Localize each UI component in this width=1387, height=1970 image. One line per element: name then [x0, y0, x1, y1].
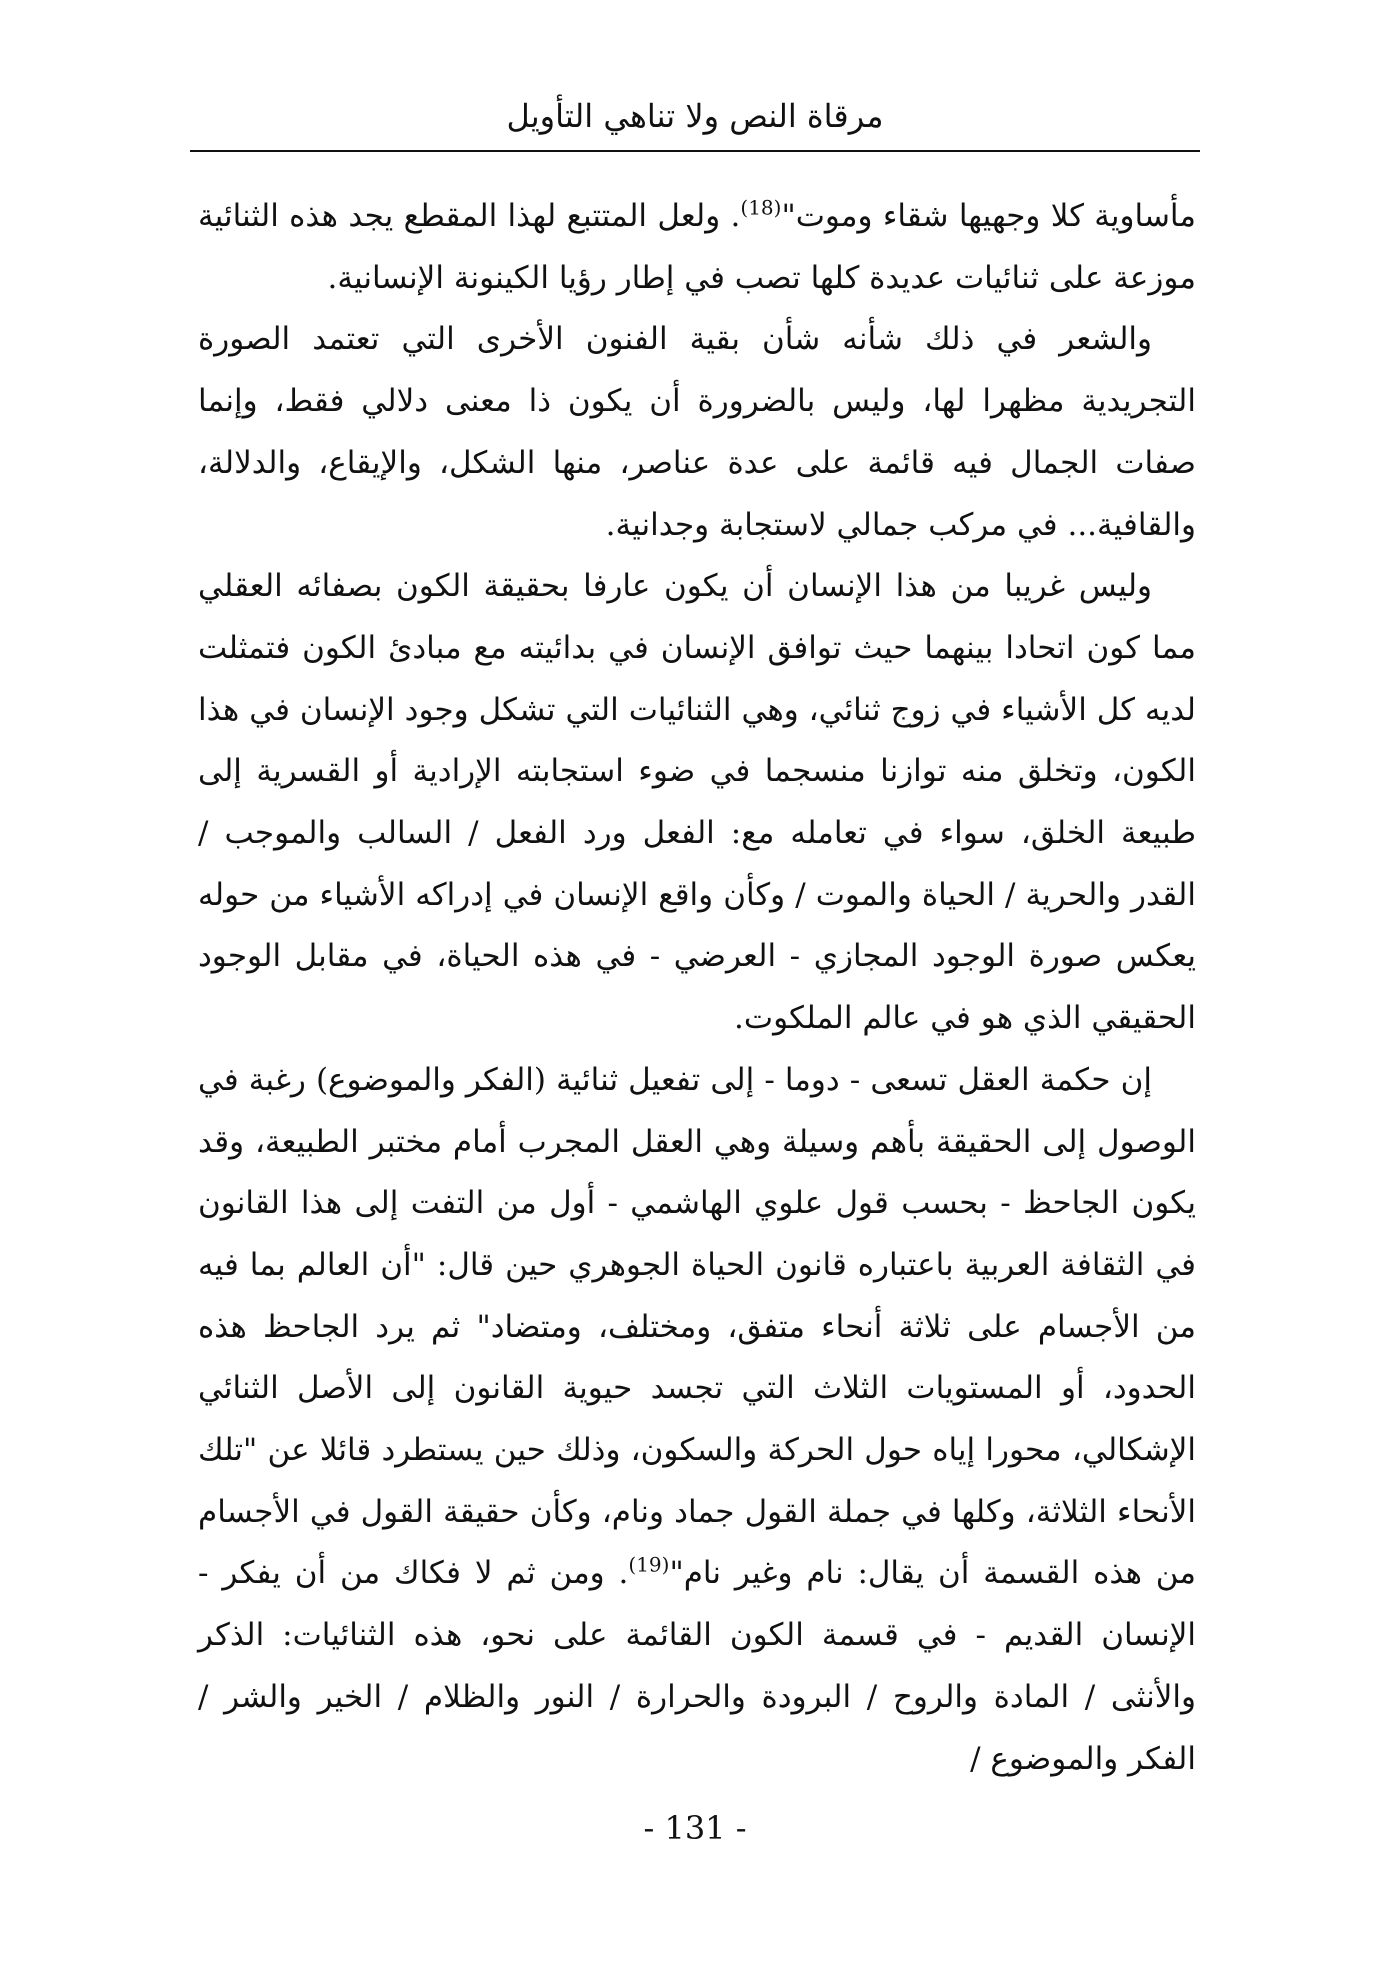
- body-text: [198, 186, 1196, 1790]
- paragraph-text: مأساوية كلا وجهيها شقاء وموت": [781, 198, 1196, 234]
- footnote-reference: (19): [628, 1553, 670, 1578]
- paragraph-text: . ومن ثم لا فكاك من أن يفكر - الإنسان القديم - في قسمة الكون القائمة على نحو، هذه الثنائيات: الذكر والأنثى / المادة والروح / البرودة والحرارة / النور والظلام / الخير والشر / الفكر والموضوع /: [198, 1555, 1196, 1777]
- running-header-title: مرقاة النص ولا تناهي التأويل: [506, 97, 884, 135]
- paragraph: [198, 556, 1196, 1050]
- footnote-reference: (18): [740, 195, 782, 220]
- paragraph-text: وليس غريبا من هذا الإنسان أن يكون عارفا بحقيقة الكون بصفائه العقلي مما كون اتحادا بينهما حيث توافق الإنسان في بدائيته مع مبادئ الكون فتمثلت لديه كل الأشياء في زوج ثنائي، وهي الثنائيات التي تشكل وجود الإنسان في هذا الكون، وتخلق منه توازنا منسجما في ضوء استجابته الإرادية أو القسرية إلى طبيعة الخلق، سواء في تعامله مع: الفعل ورد الفعل / السالب والموجب / القدر والحرية / الحياة والموت / وكأن واقع الإنسان في إدراكه الأشياء من حوله يعكس صورة الوجود المجازي - العرضي - في هذه الحياة، في مقابل الوجود الحقيقي الذي هو في عالم الملكوت.: [198, 568, 1196, 1037]
- paragraph: [198, 309, 1196, 556]
- paragraph: [198, 1050, 1196, 1790]
- header-divider: [190, 150, 1200, 152]
- paragraph-text: إن حكمة العقل تسعى - دوما - إلى تفعيل ثنائية (الفكر والموضوع) رغبة في الوصول إلى الحقيقة بأهم وسيلة وهي العقل المجرب أمام مختبر الطبيعة، وقد يكون الجاحظ - بحسب قول علوي الهاشمي - أول من التفت إلى هذا القانون في الثقافة العربية باعتباره قانون الحياة الجوهري حين قال: "أن العالم بما فيه من الأجسام على ثلاثة أنحاء متفق، ومختلف، ومتضاد" ثم يرد الجاحظ هذه الحدود، أو المستويات الثلاث التي تجسد حيوية القانون إلى الأصل الثنائي الإشكالي، محورا إياه حول الحركة والسكون، وذلك حين يستطرد قائلا عن "تلك الأنحاء الثلاثة، وكلها في جملة القول جماد ونام، وكأن حقيقة القول في الأجسام من هذه القسمة أن يقال: نام وغير نام": [198, 1061, 1197, 1592]
- page-number: - 131 -: [643, 1809, 747, 1847]
- paragraph-text: والشعر في ذلك شأنه شأن بقية الفنون الأخرى التي تعتمد الصورة التجريدية مظهرا لها، وليس بالضرورة أن يكون ذا معنى دلالي فقط، وإنما صفات الجمال فيه قائمة على عدة عناصر، منها الشكل، والإيقاع، والدلالة، والقافية... في مركب جمالي لاستجابة وجدانية.: [198, 321, 1196, 543]
- paragraph: [198, 186, 1196, 309]
- paragraph-text: . ولعل المتتبع لهذا المقطع يجد هذه الثنائية موزعة على ثنائيات عديدة كلها تصب في إطار رؤيا الكينونة الإنسانية.: [198, 198, 1196, 296]
